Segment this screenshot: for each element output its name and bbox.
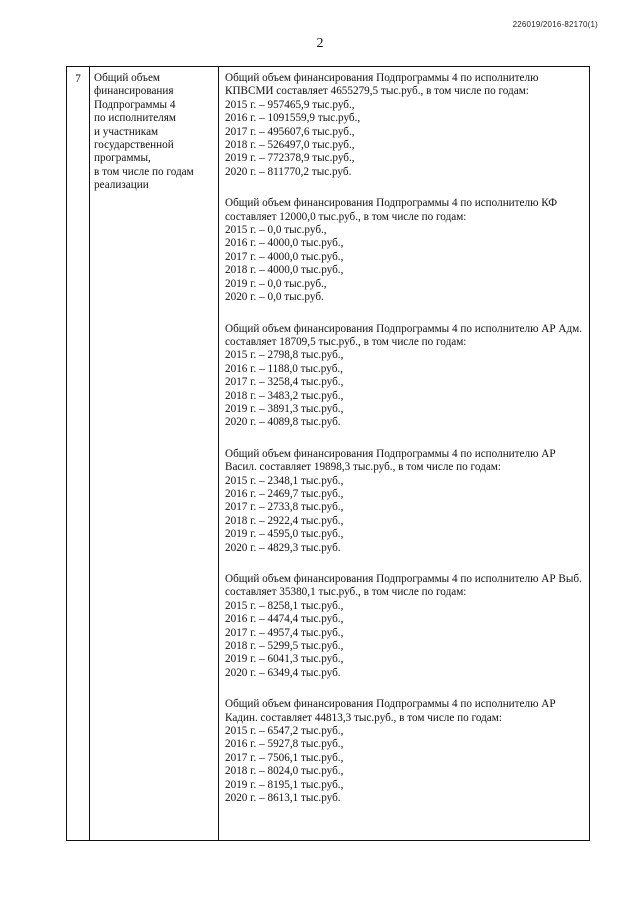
year-line: 2018 г. – 2922,4 тыс.руб.,	[225, 514, 344, 527]
year-line: 2020 г. – 0,0 тыс.руб.	[225, 291, 324, 304]
document-id: 226019/2016-82170(1)	[512, 20, 598, 29]
year-line: 2018 г. – 526497,0 тыс.руб.,	[225, 139, 355, 152]
year-line: 2015 г. – 8258,1 тыс.руб.,	[225, 599, 344, 612]
block-heading: Общий объем финансирования Подпрограммы 4 по исполнителю АР Кадин. составляет 44813,3 тыс.руб., в том числе по годам:	[225, 698, 556, 724]
financing-block-ar-vyb	[225, 573, 585, 680]
year-line: 2016 г. – 4474,4 тыс.руб.,	[225, 613, 344, 626]
row-label-line: программы,	[94, 152, 151, 165]
block-heading: Общий объем финансирования Подпрограммы 4 по исполнителю КПВСМИ составляет 4655279,5 тыс.руб., в том числе по годам:	[225, 72, 539, 98]
year-line: 2019 г. – 772378,9 тыс.руб.,	[225, 152, 355, 165]
year-line: 2017 г. – 495607,6 тыс.руб.,	[225, 125, 355, 138]
year-line: 2017 г. – 2733,8 тыс.руб.,	[225, 501, 344, 514]
year-line: 2018 г. – 3483,2 тыс.руб.,	[225, 389, 344, 402]
year-line: 2016 г. – 2469,7 тыс.руб.,	[225, 487, 344, 500]
row-label-line: государственной	[94, 139, 174, 152]
financing-block-ar-kadin	[225, 698, 585, 805]
year-line: 2020 г. – 8613,1 тыс.руб.	[225, 792, 341, 805]
year-line: 2016 г. – 4000,0 тыс.руб.,	[225, 237, 344, 250]
financing-table	[66, 66, 590, 841]
financing-block-ar-adm	[225, 323, 585, 430]
year-line: 2018 г. – 4000,0 тыс.руб.,	[225, 264, 344, 277]
row-label-line: финансирования	[94, 85, 174, 98]
year-line: 2017 г. – 3258,4 тыс.руб.,	[225, 376, 344, 389]
row-content	[219, 67, 590, 841]
year-line: 2020 г. – 811770,2 тыс.руб.	[225, 165, 352, 178]
row-label-line: в том числе по годам	[94, 165, 194, 178]
year-line: 2019 г. – 4595,0 тыс.руб.,	[225, 528, 344, 541]
block-heading: Общий объем финансирования Подпрограммы 4 по исполнителю АР Васил. составляет 19898,3 тыс.руб., в том числе по годам:	[225, 447, 556, 474]
row-label-line: Общий объем	[94, 72, 160, 84]
year-line: 2017 г. – 4957,4 тыс.руб.,	[225, 626, 344, 639]
year-line: 2015 г. – 6547,2 тыс.руб.,	[225, 725, 344, 738]
year-line: 2015 г. – 2798,8 тыс.руб.,	[225, 349, 344, 362]
year-line: 2020 г. – 4089,8 тыс.руб.	[225, 416, 341, 429]
year-line: 2018 г. – 5299,5 тыс.руб.,	[225, 640, 344, 653]
year-line: 2015 г. – 2348,1 тыс.руб.,	[225, 474, 344, 487]
page-number: 2	[316, 36, 324, 51]
row-label-line: по исполнителям	[94, 112, 176, 125]
row-number: 7	[67, 67, 90, 841]
year-line: 2020 г. – 4829,3 тыс.руб.	[225, 541, 341, 554]
row-label	[90, 67, 219, 841]
year-line: 2016 г. – 1188,0 тыс.руб.,	[225, 362, 343, 375]
year-line: 2017 г. – 7506,1 тыс.руб.,	[225, 751, 344, 764]
row-label-line: реализации	[94, 179, 149, 192]
year-line: 2019 г. – 3891,3 тыс.руб.,	[225, 402, 344, 415]
year-line: 2017 г. – 4000,0 тыс.руб.,	[225, 250, 344, 263]
year-line: 2020 г. – 6349,4 тыс.руб.	[225, 666, 341, 679]
year-line: 2019 г. – 0,0 тыс.руб.,	[225, 277, 327, 290]
financing-block-kf	[225, 197, 585, 304]
block-heading: Общий объем финансирования Подпрограммы 4 по исполнителю АР Выб. составляет 35380,1 тыс.руб., в том числе по годам:	[225, 573, 582, 599]
block-heading: Общий объем финансирования Подпрограммы 4 по исполнителю АР Адм. составляет 18709,5 тыс.руб., в том числе по годам:	[225, 322, 583, 348]
row-label-line: и участникам	[94, 125, 159, 138]
table-row	[67, 67, 590, 841]
year-line: 2016 г. – 1091559,9 тыс.руб.,	[225, 112, 361, 125]
block-heading: Общий объем финансирования Подпрограммы 4 по исполнителю КФ составляет 12000,0 тыс.руб., в том числе по годам:	[225, 197, 558, 223]
year-line: 2015 г. – 957465,9 тыс.руб.,	[225, 98, 355, 111]
year-line: 2016 г. – 5927,8 тыс.руб.,	[225, 738, 344, 751]
year-line: 2019 г. – 8195,1 тыс.руб.,	[225, 778, 344, 791]
year-line: 2019 г. – 6041,3 тыс.руб.,	[225, 653, 344, 666]
financing-block-ar-vasil	[225, 448, 585, 555]
row-label-line: Подпрограммы 4	[94, 98, 176, 111]
year-line: 2015 г. – 0,0 тыс.руб.,	[225, 224, 327, 237]
year-line: 2018 г. – 8024,0 тыс.руб.,	[225, 765, 344, 778]
financing-block-kpvsmi	[225, 72, 585, 179]
